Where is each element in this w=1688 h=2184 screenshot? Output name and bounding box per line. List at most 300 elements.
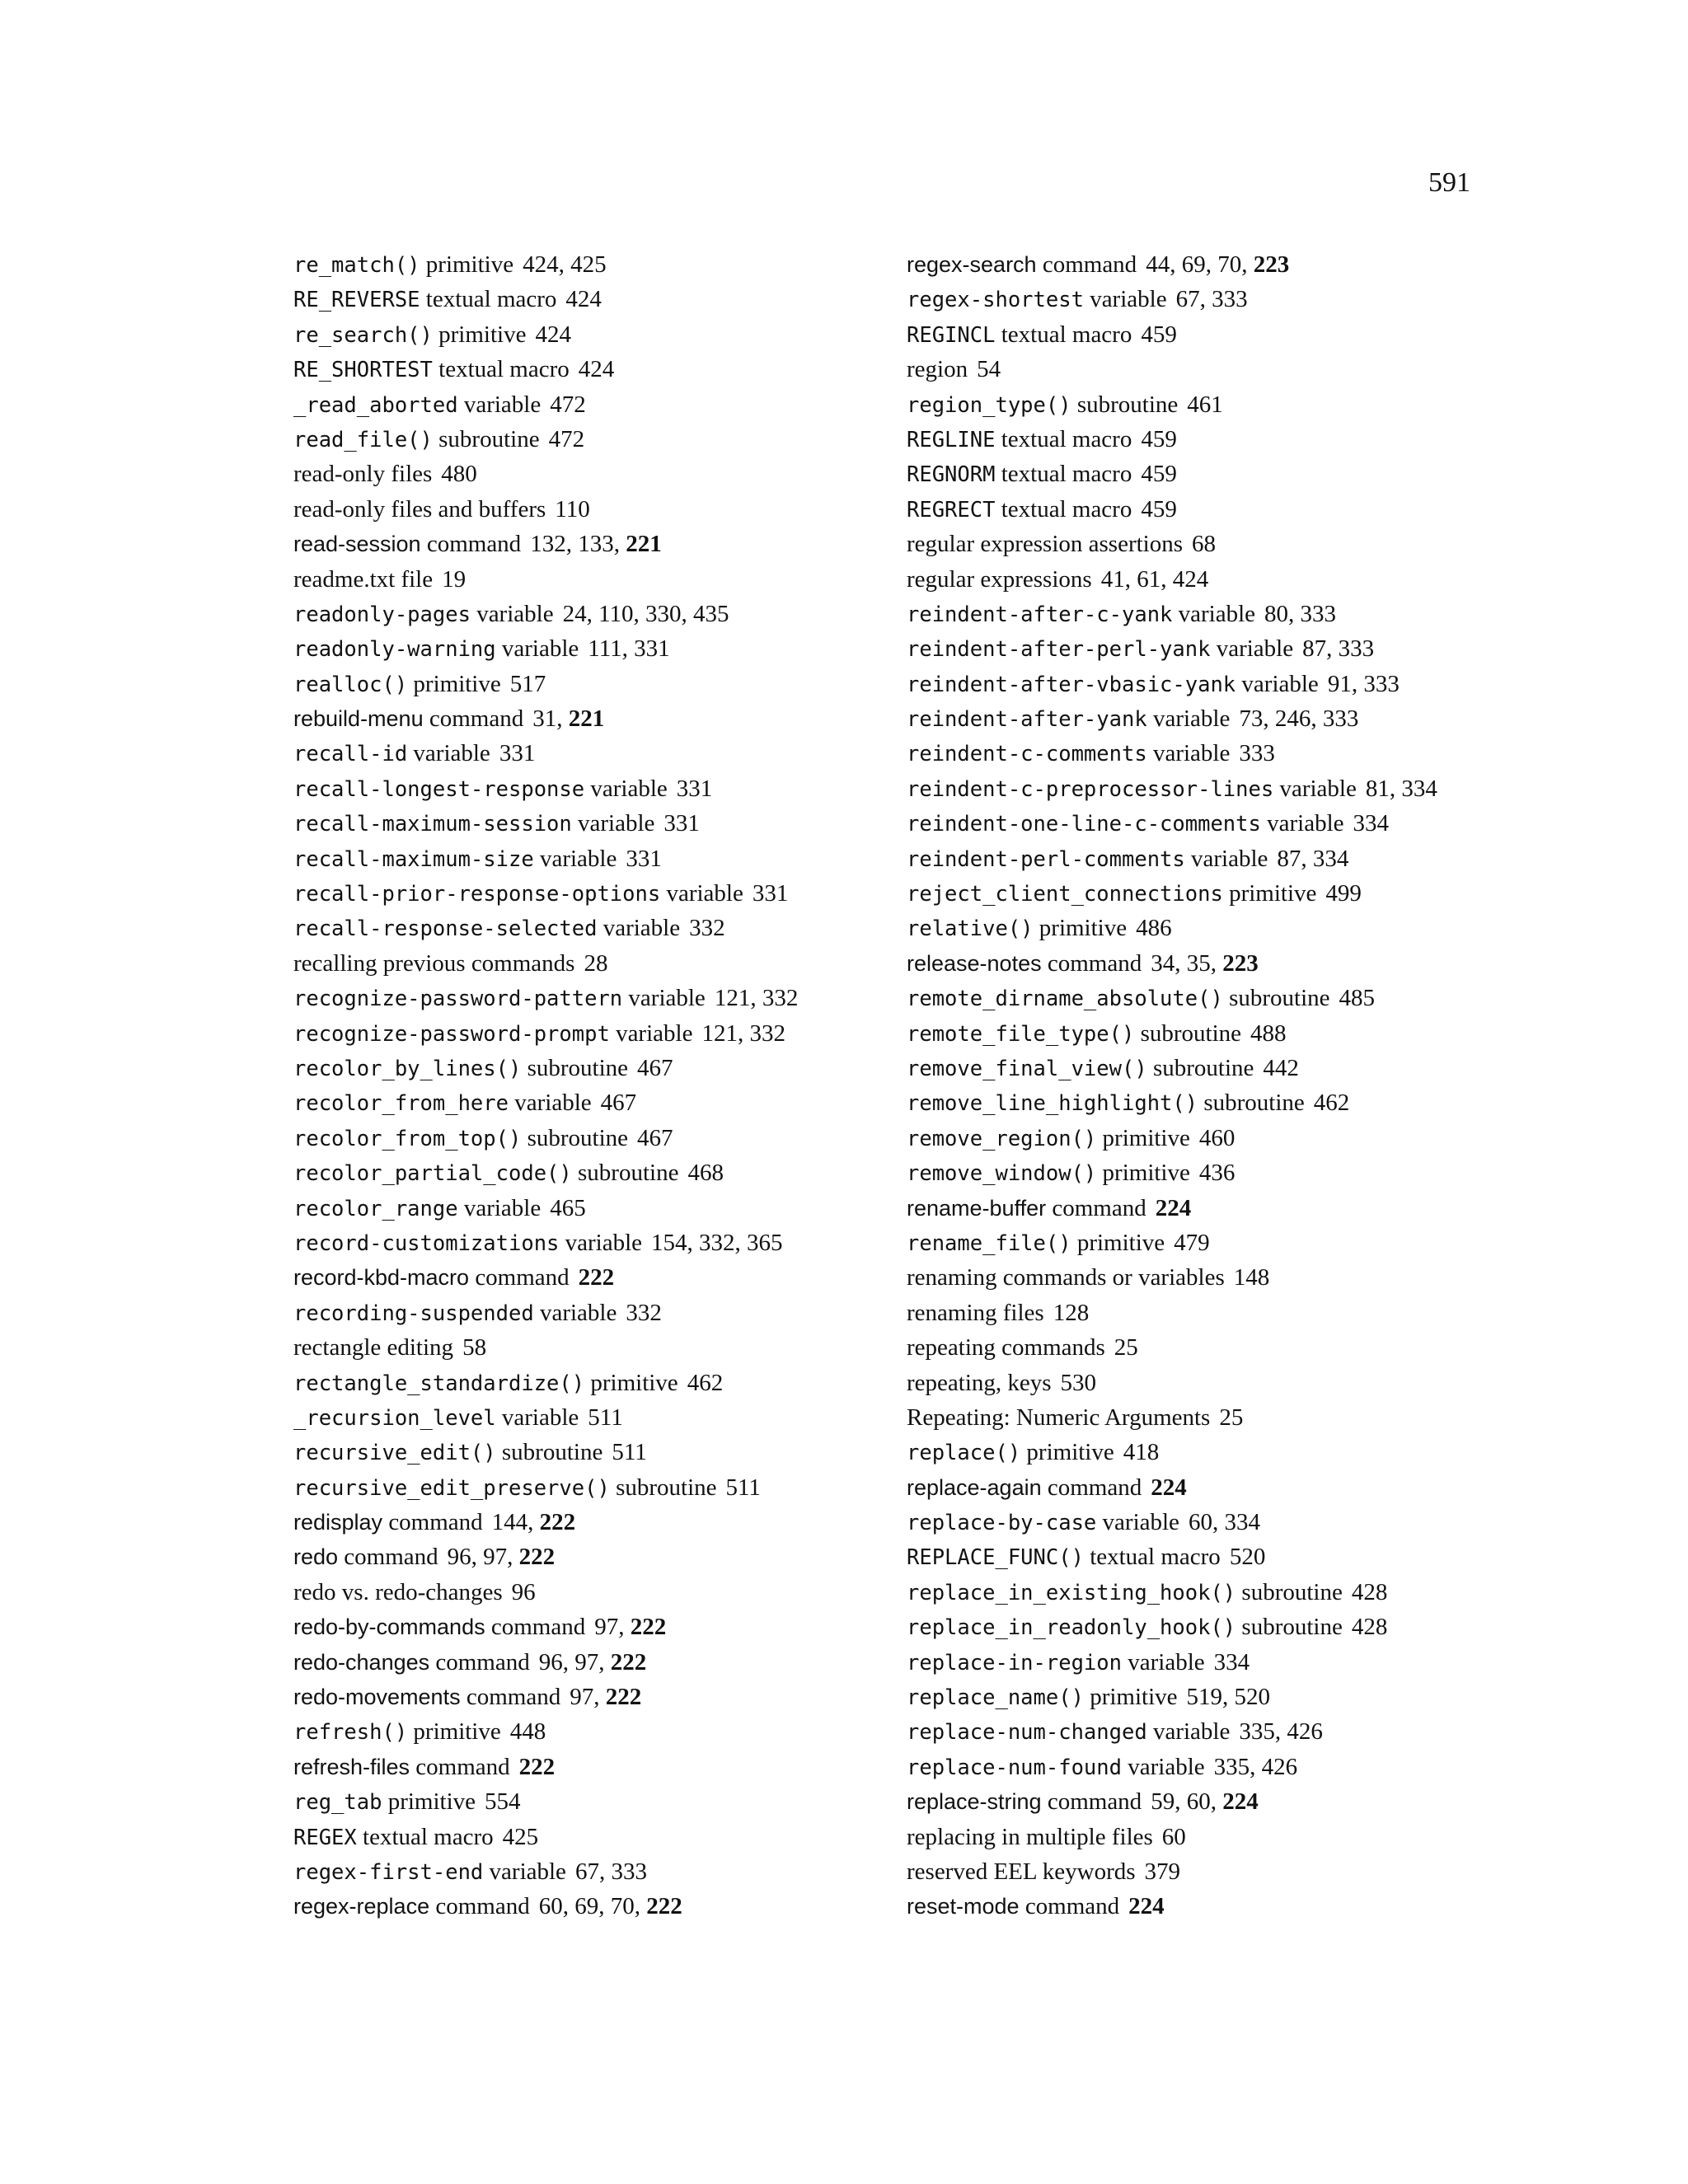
index-term: reject_client_connections xyxy=(907,882,1223,907)
index-term: repeating, keys xyxy=(907,1369,1052,1396)
index-term: repeating commands xyxy=(907,1334,1105,1361)
page-refs: 485 xyxy=(1339,985,1375,1012)
index-entry xyxy=(293,981,870,1015)
index-term: reindent-c-preprocessor-lines xyxy=(907,776,1274,802)
page-references xyxy=(492,1509,576,1535)
index-term: REPLACE_FUNC() xyxy=(907,1545,1084,1571)
page-references xyxy=(1352,1614,1388,1640)
index-entry xyxy=(907,631,1500,666)
entry-kind: variable xyxy=(603,915,681,942)
index-term: RE_SHORTEST xyxy=(293,358,433,383)
page-refs: 97, xyxy=(594,1614,625,1641)
entry-kind: command xyxy=(429,705,524,733)
entry-kind: variable xyxy=(1191,845,1268,872)
page-references xyxy=(1250,1020,1287,1047)
index-term: relative() xyxy=(907,916,1034,942)
page-refs: 418 xyxy=(1123,1439,1160,1466)
primary-page-ref: 222 xyxy=(646,1893,682,1920)
page-references xyxy=(588,1404,622,1431)
index-term: recolor_from_here xyxy=(293,1091,509,1117)
page-refs: 467 xyxy=(637,1054,673,1081)
page-references xyxy=(510,1718,546,1745)
page-references xyxy=(1325,880,1362,907)
index-term: recall-prior-response-options xyxy=(293,882,661,907)
page-references xyxy=(563,601,729,627)
index-entry xyxy=(907,1610,1500,1644)
page-references xyxy=(1141,426,1177,452)
index-entry xyxy=(293,422,870,457)
page-refs: 121, 332 xyxy=(714,985,799,1012)
page-references xyxy=(1187,391,1223,418)
index-term: reindent-one-line-c-comments xyxy=(907,812,1261,837)
page-refs: 121, 332 xyxy=(701,1019,785,1047)
entry-kind: subroutine xyxy=(1152,1054,1254,1081)
index-term: redo xyxy=(293,1544,339,1570)
page-refs: 331 xyxy=(499,740,536,767)
index-entry xyxy=(293,1330,870,1365)
page-refs: 480 xyxy=(441,461,477,488)
index-term: regex-search xyxy=(907,252,1037,277)
page-references xyxy=(601,1090,637,1116)
page-refs: 19 xyxy=(442,565,467,593)
page-references xyxy=(1214,1649,1250,1675)
page-references xyxy=(726,1474,761,1501)
page-refs: 511 xyxy=(588,1404,623,1431)
index-entry xyxy=(907,1645,1500,1680)
index-entry xyxy=(907,387,1500,422)
page-references xyxy=(1146,251,1289,278)
index-entry xyxy=(293,352,870,387)
index-term: regex-replace xyxy=(293,1894,430,1919)
page-references xyxy=(1053,1300,1090,1326)
page-refs: 511 xyxy=(725,1474,761,1501)
page-refs: 459 xyxy=(1141,461,1177,488)
index-term: read_file() xyxy=(293,427,433,452)
entry-kind: command xyxy=(1047,1788,1142,1816)
page-refs: 459 xyxy=(1141,495,1177,523)
index-entry xyxy=(907,247,1500,282)
index-entry xyxy=(293,806,870,841)
index-term: reindent-after-c-yank xyxy=(907,602,1173,627)
page-references xyxy=(555,496,589,523)
index-entry xyxy=(293,457,870,491)
page-references xyxy=(549,426,585,452)
page-refs: 91, 333 xyxy=(1327,670,1400,697)
page-references xyxy=(584,950,607,977)
page-references xyxy=(535,321,571,348)
page-refs: 459 xyxy=(1141,425,1177,452)
page-refs: 530 xyxy=(1060,1369,1097,1396)
page-refs: 68 xyxy=(1192,531,1217,558)
page-references xyxy=(530,531,662,557)
index-term: replace_name() xyxy=(907,1685,1084,1711)
page-refs: 472 xyxy=(550,391,586,418)
index-term: refresh() xyxy=(293,1720,408,1746)
page-references xyxy=(1162,1824,1186,1850)
index-term: replace-by-case xyxy=(907,1511,1097,1536)
index-term: _read_aborted xyxy=(293,392,458,418)
entry-kind: variable xyxy=(1267,810,1344,837)
index-entry xyxy=(907,806,1500,841)
primary-page-ref: 222 xyxy=(539,1509,576,1536)
index-term: recall-longest-response xyxy=(293,776,585,802)
index-term: Repeating: Numeric Arguments xyxy=(907,1404,1211,1431)
index-entry xyxy=(293,1820,870,1854)
index-entry xyxy=(907,841,1500,876)
entry-kind: variable xyxy=(590,775,668,802)
page-refs: 132, 133, xyxy=(530,531,620,558)
page-references xyxy=(1145,1858,1181,1885)
index-term: read-session xyxy=(293,532,421,557)
page-refs: 462 xyxy=(687,1369,724,1396)
index-term: region xyxy=(907,356,968,383)
index-term: rebuild-menu xyxy=(293,706,424,732)
index-entry xyxy=(293,1435,870,1469)
entry-kind: command xyxy=(1047,949,1142,977)
index-entry xyxy=(907,1854,1500,1889)
index-entry xyxy=(293,1155,870,1190)
page-refs: 41, 61, 424 xyxy=(1100,565,1209,593)
entry-kind: command xyxy=(388,1509,483,1536)
index-term: regex-shortest xyxy=(907,288,1084,313)
page-refs: 335, 426 xyxy=(1213,1753,1298,1780)
entry-kind: variable xyxy=(539,1299,617,1326)
index-term: replace-num-changed xyxy=(907,1720,1147,1746)
entry-kind: variable xyxy=(501,635,579,663)
entry-kind: subroutine xyxy=(1229,985,1330,1012)
page-references xyxy=(689,915,725,941)
page-references xyxy=(1141,461,1177,487)
page-refs: 81, 334 xyxy=(1365,775,1437,802)
page-refs: 428 xyxy=(1351,1614,1388,1641)
page-references xyxy=(512,1579,536,1605)
entry-kind: variable xyxy=(565,1229,643,1256)
entry-kind: primitive xyxy=(413,670,501,697)
entry-kind: subroutine xyxy=(527,1124,629,1151)
index-entry xyxy=(907,457,1500,491)
page-refs: 499 xyxy=(1325,880,1362,907)
index-term: remove_window() xyxy=(907,1161,1097,1187)
page-references xyxy=(1061,1370,1097,1396)
page-refs: 519, 520 xyxy=(1186,1684,1271,1711)
entry-kind: primitive xyxy=(1229,880,1317,907)
entry-kind: command xyxy=(1042,251,1137,278)
page-references xyxy=(570,1684,641,1710)
page-refs: 335, 426 xyxy=(1239,1718,1323,1746)
page-references xyxy=(1352,1579,1388,1605)
page-refs: 58 xyxy=(462,1334,487,1361)
index-entry xyxy=(907,1085,1500,1120)
index-term: remote_dirname_absolute() xyxy=(907,987,1223,1012)
page-refs: 96, 97, xyxy=(538,1648,605,1675)
page-refs: 424 xyxy=(535,321,571,348)
index-entry xyxy=(907,527,1500,561)
index-entry xyxy=(907,282,1500,316)
page-references xyxy=(539,1893,682,1919)
index-entry xyxy=(907,1575,1500,1610)
index-entry xyxy=(293,667,870,701)
entry-kind: variable xyxy=(539,845,617,872)
entry-kind: variable xyxy=(616,1019,693,1047)
index-term: redo vs. redo-changes xyxy=(293,1578,503,1605)
page-refs: 520 xyxy=(1229,1544,1266,1571)
index-entry xyxy=(907,1889,1500,1924)
page-references xyxy=(441,461,477,487)
page-refs: 488 xyxy=(1250,1019,1287,1047)
primary-page-ref: 222 xyxy=(518,1753,556,1780)
page-references xyxy=(519,1754,556,1780)
page-refs: 25 xyxy=(1219,1404,1244,1431)
index-term: refresh-files xyxy=(293,1754,410,1779)
page-references xyxy=(588,635,669,662)
page-refs: 28 xyxy=(584,949,608,977)
entry-kind: textual macro xyxy=(363,1823,494,1850)
page-references xyxy=(565,286,602,312)
page-references xyxy=(701,1020,785,1047)
index-term: re_search() xyxy=(293,322,433,348)
index-entry xyxy=(293,631,870,666)
entry-kind: variable xyxy=(476,600,554,627)
index-entry xyxy=(293,1470,870,1505)
page-refs: 465 xyxy=(550,1194,586,1221)
page-refs: 87, 334 xyxy=(1277,845,1349,872)
index-entry xyxy=(293,1854,870,1889)
index-entry xyxy=(907,1051,1500,1085)
primary-page-ref: 222 xyxy=(605,1684,642,1711)
page-refs: 331 xyxy=(676,775,713,802)
index-term: realloc() xyxy=(293,672,408,697)
entry-kind: variable xyxy=(1152,1718,1231,1746)
primary-page-ref: 223 xyxy=(1253,251,1290,278)
entry-kind: primitive xyxy=(1102,1160,1190,1187)
page-refs: 467 xyxy=(600,1090,637,1117)
index-entry xyxy=(293,1121,870,1155)
entry-kind: primitive xyxy=(1076,1229,1165,1256)
page-references xyxy=(1151,1788,1259,1815)
index-term: read-only files xyxy=(293,461,433,488)
index-entry xyxy=(293,1505,870,1540)
page-references xyxy=(594,1614,666,1640)
entry-kind: command xyxy=(490,1614,586,1641)
index-term: redo-changes xyxy=(293,1649,430,1675)
index-entry xyxy=(907,597,1500,631)
page-refs: 80, 333 xyxy=(1264,600,1337,627)
page-references xyxy=(687,1160,724,1186)
index-entry xyxy=(293,1784,870,1819)
page-references xyxy=(1239,740,1275,766)
index-term: replacing in multiple files xyxy=(907,1823,1153,1850)
page-references xyxy=(612,1439,646,1465)
entry-kind: subroutine xyxy=(1241,1578,1343,1605)
page-refs: 462 xyxy=(1313,1090,1350,1117)
page-refs: 60 xyxy=(1161,1823,1186,1850)
index-entry xyxy=(907,1016,1500,1051)
page-refs: 25 xyxy=(1114,1334,1138,1361)
page-references xyxy=(1239,705,1358,732)
page-references xyxy=(1264,601,1336,627)
page-references xyxy=(579,356,615,382)
page-references xyxy=(637,1055,673,1081)
index-term: recolor_from_top() xyxy=(293,1126,522,1151)
index-term: recolor_range xyxy=(293,1196,458,1221)
page-references xyxy=(1141,321,1177,348)
page-references xyxy=(1192,531,1216,557)
index-entry xyxy=(907,1784,1500,1819)
index-term: recursive_edit_preserve() xyxy=(293,1475,610,1501)
page-refs: 332 xyxy=(689,915,725,942)
page-references xyxy=(1239,1718,1323,1745)
entry-kind: primitive xyxy=(413,1718,501,1746)
page-refs: 424 xyxy=(578,356,615,383)
index-term: replace-again xyxy=(907,1474,1042,1500)
entry-kind: subroutine xyxy=(501,1439,603,1466)
page-references xyxy=(1174,1230,1210,1256)
index-entry xyxy=(907,736,1500,771)
index-entry xyxy=(907,562,1500,597)
index-entry xyxy=(907,1470,1500,1505)
entry-kind: textual macro xyxy=(1001,321,1132,348)
page-references xyxy=(1277,846,1348,872)
index-term: record-customizations xyxy=(293,1230,560,1256)
entry-kind: command xyxy=(466,1684,561,1711)
page-references xyxy=(575,1858,647,1885)
page-references xyxy=(1234,1264,1270,1291)
page-references xyxy=(1199,1125,1236,1151)
page-references xyxy=(485,1788,521,1815)
index-entry xyxy=(907,1121,1500,1155)
index-entry xyxy=(293,1296,870,1330)
index-entry xyxy=(907,1714,1500,1749)
index-entry xyxy=(907,1366,1500,1400)
page-refs: 331 xyxy=(752,880,789,907)
index-term: release-notes xyxy=(907,950,1042,976)
index-term: recalling previous commands xyxy=(293,949,575,977)
index-term: reindent-after-vbasic-yank xyxy=(907,672,1236,697)
index-entry xyxy=(293,1016,870,1051)
page-references xyxy=(1214,1754,1298,1780)
index-entry xyxy=(293,841,870,876)
page-refs: 554 xyxy=(485,1788,521,1816)
index-term: reindent-c-comments xyxy=(907,742,1147,767)
entry-kind: command xyxy=(415,1753,510,1780)
page-refs: 73, 246, 333 xyxy=(1239,705,1359,733)
page-refs: 334 xyxy=(1353,810,1390,837)
index-term: replace_in_readonly_hook() xyxy=(907,1615,1236,1641)
index-term: recall-id xyxy=(293,742,408,767)
page-refs: 44, 69, 70, xyxy=(1146,251,1248,278)
page-refs: 448 xyxy=(509,1718,546,1746)
index-entry xyxy=(907,1400,1500,1435)
entry-kind: textual macro xyxy=(1090,1544,1221,1571)
page-refs: 60, 69, 70, xyxy=(538,1893,640,1920)
page-refs: 460 xyxy=(1198,1124,1236,1151)
entry-kind: variable xyxy=(1279,775,1357,802)
primary-page-ref: 224 xyxy=(1155,1194,1192,1221)
index-term: reset-mode xyxy=(907,1894,1020,1919)
index-entry xyxy=(907,352,1500,387)
index-term: remove_final_view() xyxy=(907,1056,1147,1081)
index-entry xyxy=(293,1714,870,1749)
page-refs: 54 xyxy=(977,356,1001,383)
index-term: regex-first-end xyxy=(293,1859,484,1885)
page-refs: 60, 334 xyxy=(1188,1509,1260,1536)
index-entry xyxy=(907,771,1500,806)
index-entry xyxy=(293,1889,870,1924)
entry-kind: variable xyxy=(489,1858,566,1885)
primary-page-ref: 222 xyxy=(610,1648,647,1675)
page-refs: 331 xyxy=(626,845,662,872)
index-term: recursive_edit() xyxy=(293,1441,496,1466)
page-refs: 24, 110, 330, 435 xyxy=(562,600,729,627)
index-entry xyxy=(293,1750,870,1784)
entry-kind: textual macro xyxy=(438,356,570,383)
page-refs: 486 xyxy=(1136,915,1172,942)
page-references xyxy=(499,740,536,766)
index-term: readonly-pages xyxy=(293,602,471,627)
entry-kind: subroutine xyxy=(1140,1019,1242,1047)
index-term: rectangle_standardize() xyxy=(293,1371,585,1396)
entry-kind: primitive xyxy=(590,1369,678,1396)
entry-kind: variable xyxy=(1090,286,1167,313)
page-refs: 479 xyxy=(1174,1229,1210,1256)
index-entry xyxy=(907,492,1500,527)
entry-kind: command xyxy=(1047,1474,1142,1501)
page-refs: 334 xyxy=(1213,1648,1250,1675)
index-entry xyxy=(907,422,1500,457)
page-references xyxy=(1339,985,1376,1011)
index-term: replace-in-region xyxy=(907,1650,1122,1675)
page-refs: 154, 332, 365 xyxy=(651,1229,783,1256)
index-entry xyxy=(907,1226,1500,1260)
entry-kind: variable xyxy=(1102,1509,1179,1536)
page-references xyxy=(1189,1509,1260,1535)
entry-kind: variable xyxy=(463,391,542,418)
page-refs: 333 xyxy=(1239,740,1275,767)
index-entry xyxy=(293,1366,870,1400)
page-references xyxy=(1101,566,1209,593)
entry-kind: variable xyxy=(578,810,655,837)
page-refs: 128 xyxy=(1053,1299,1090,1326)
page-references xyxy=(626,846,662,872)
page-refs: 31, xyxy=(532,705,563,733)
index-term: replace-string xyxy=(907,1789,1042,1815)
entry-kind: textual macro xyxy=(1001,461,1132,488)
entry-kind: variable xyxy=(413,740,490,767)
index-term: redisplay xyxy=(293,1510,383,1535)
page-references xyxy=(503,1824,539,1850)
index-term: remove_region() xyxy=(907,1126,1097,1151)
index-entry xyxy=(293,387,870,422)
index-entry xyxy=(293,1260,870,1295)
entry-kind: primitive xyxy=(1026,1439,1114,1466)
index-entry xyxy=(293,317,870,352)
index-entry xyxy=(907,981,1500,1015)
index-term: re_match() xyxy=(293,253,420,278)
page-references xyxy=(1302,635,1374,662)
index-term: RE_REVERSE xyxy=(293,288,420,313)
page-references xyxy=(550,391,586,418)
page-refs: 96 xyxy=(511,1578,536,1605)
page-references xyxy=(715,985,799,1011)
index-term: renaming files xyxy=(907,1299,1044,1326)
index-term: REGEX xyxy=(293,1825,357,1850)
index-term: recolor_partial_code() xyxy=(293,1161,572,1187)
entry-kind: command xyxy=(1052,1194,1146,1221)
page-references xyxy=(1123,1439,1160,1465)
page-refs: 424, 425 xyxy=(523,251,607,278)
page-refs: 467 xyxy=(637,1124,673,1151)
page-references xyxy=(442,566,466,593)
